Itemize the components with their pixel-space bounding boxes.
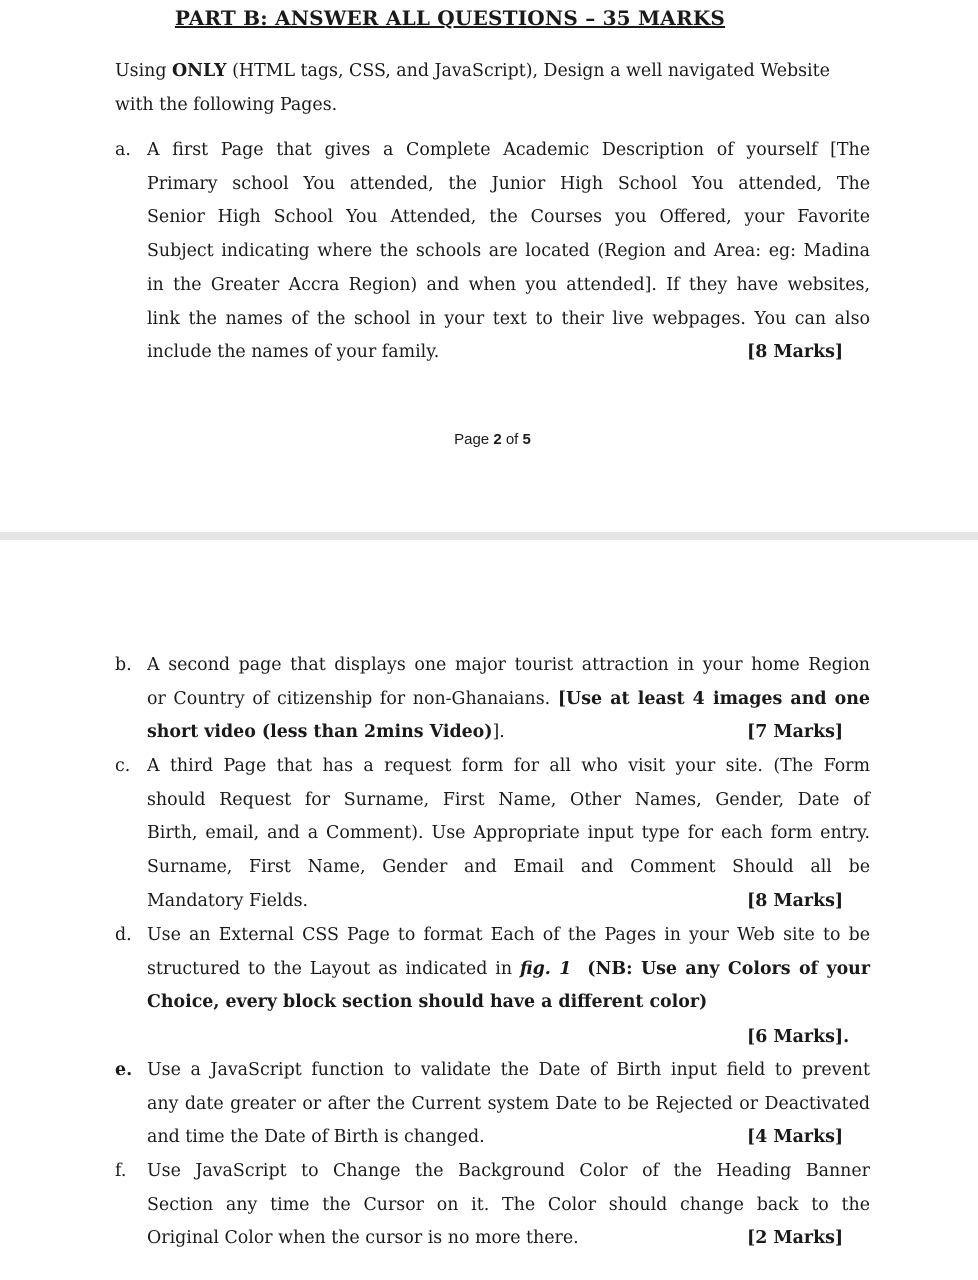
question-e-line: any date greater or after the Current system Date to be Rejected or Deactivated xyxy=(147,1093,870,1114)
question-c xyxy=(115,750,870,919)
question-c-line: Surname, First Name, Gender and Email and Comment Should all be xyxy=(147,857,870,878)
question-a-line: Senior High School You Attended, the Courses you Offered, your Favorite xyxy=(147,207,870,228)
question-a-label: a. xyxy=(115,140,131,160)
page-footer xyxy=(0,431,978,448)
question-d-fig-ref: fig. 1 xyxy=(519,958,572,979)
question-c-marks: [8 Marks] xyxy=(747,891,844,911)
question-f-line: Section any time the Cursor on it. The Color should change back to the xyxy=(147,1194,870,1215)
question-d-line3 xyxy=(147,986,870,1020)
intro-paragraph xyxy=(115,55,870,122)
question-c-label: c. xyxy=(115,756,131,776)
question-d xyxy=(115,919,870,1047)
question-f-line: Use JavaScript to Change the Background Color of the Heading Banner xyxy=(147,1161,870,1181)
question-a-line: Primary school You attended, the Junior High School You attended, The xyxy=(147,173,870,194)
question-e-marks: [4 Marks] xyxy=(747,1127,844,1147)
question-a-line: A first Page that gives a Complete Academic Description of yourself [The xyxy=(147,140,870,160)
intro-line2: with the following Pages. xyxy=(115,94,338,115)
footer-total-pages: 5 xyxy=(522,431,531,448)
question-d-line3-bold: Choice, every block section should have a different color) xyxy=(147,992,708,1013)
intro-post: (HTML tags, CSS, and JavaScript), Design a well navigated Website xyxy=(226,61,830,81)
question-d-line2 xyxy=(147,953,870,987)
question-b-line3-text: ]. xyxy=(492,722,505,743)
question-b-line2 xyxy=(147,683,870,717)
intro-pre: Using xyxy=(115,61,173,81)
intro-bold: ONLY xyxy=(172,61,227,81)
question-d-line2-bold: (NB: Use any Colors of your xyxy=(587,958,870,979)
question-b xyxy=(115,649,870,750)
question-c-line: should Request for Surname, First Name, Other Names, Gender, Date of xyxy=(147,789,870,810)
question-c-line: Mandatory Fields. xyxy=(147,890,309,911)
footer-of-word: of xyxy=(505,431,519,448)
question-d-line1: Use an External CSS Page to format Each of the Pages in your Web site to be xyxy=(147,925,870,945)
question-f xyxy=(115,1155,870,1256)
page-separator xyxy=(0,532,978,540)
question-f-line: Original Color when the cursor is no more there. xyxy=(147,1228,579,1249)
question-e-label: e. xyxy=(115,1060,133,1080)
question-b-line3-bold: short video (less than 2mins Video) xyxy=(147,722,493,743)
section-heading: PART B: ANSWER ALL QUESTIONS – 35 MARKS xyxy=(174,6,726,30)
question-a xyxy=(115,134,870,370)
question-c-line: Birth, email, and a Comment). Use Appropriate input type for each form entry. xyxy=(147,823,870,844)
question-b-label: b. xyxy=(115,655,132,675)
question-a-line: Subject indicating where the schools are located (Region and Area: eg: Madina xyxy=(147,241,870,262)
question-a-line: in the Greater Accra Region) and when you attended]. If they have websites, xyxy=(147,274,870,295)
question-e-line: and time the Date of Birth is changed. xyxy=(147,1127,485,1148)
question-e xyxy=(115,1054,870,1155)
question-d-marks: [6 Marks]. xyxy=(747,1027,850,1047)
question-e-line: Use a JavaScript function to validate the Date of Birth input field to prevent xyxy=(147,1060,870,1080)
question-b-line1: A second page that displays one major tourist attraction in your home Region xyxy=(147,655,870,675)
question-a-line: link the names of the school in your text to their live webpages. You can also xyxy=(147,308,870,329)
question-b-line2-text: or Country of citizenship for non-Ghanaians. xyxy=(147,688,558,709)
question-f-marks: [2 Marks] xyxy=(747,1228,844,1248)
question-b-line2-bold: [Use at least 4 images and one xyxy=(557,688,870,709)
footer-current-page: 2 xyxy=(493,431,502,448)
question-b-marks: [7 Marks] xyxy=(747,722,844,742)
question-d-label: d. xyxy=(115,925,132,945)
question-d-line2-text: structured to the Layout as indicated in xyxy=(147,958,520,979)
footer-page-word: Page xyxy=(454,431,490,448)
document-page-top xyxy=(0,0,978,532)
question-a-marks: [8 Marks] xyxy=(747,342,844,362)
question-c-line: A third Page that has a request form for all who visit your site. (The Form xyxy=(147,756,870,776)
question-a-line: include the names of your family. xyxy=(147,342,440,363)
question-f-label: f. xyxy=(115,1161,127,1181)
